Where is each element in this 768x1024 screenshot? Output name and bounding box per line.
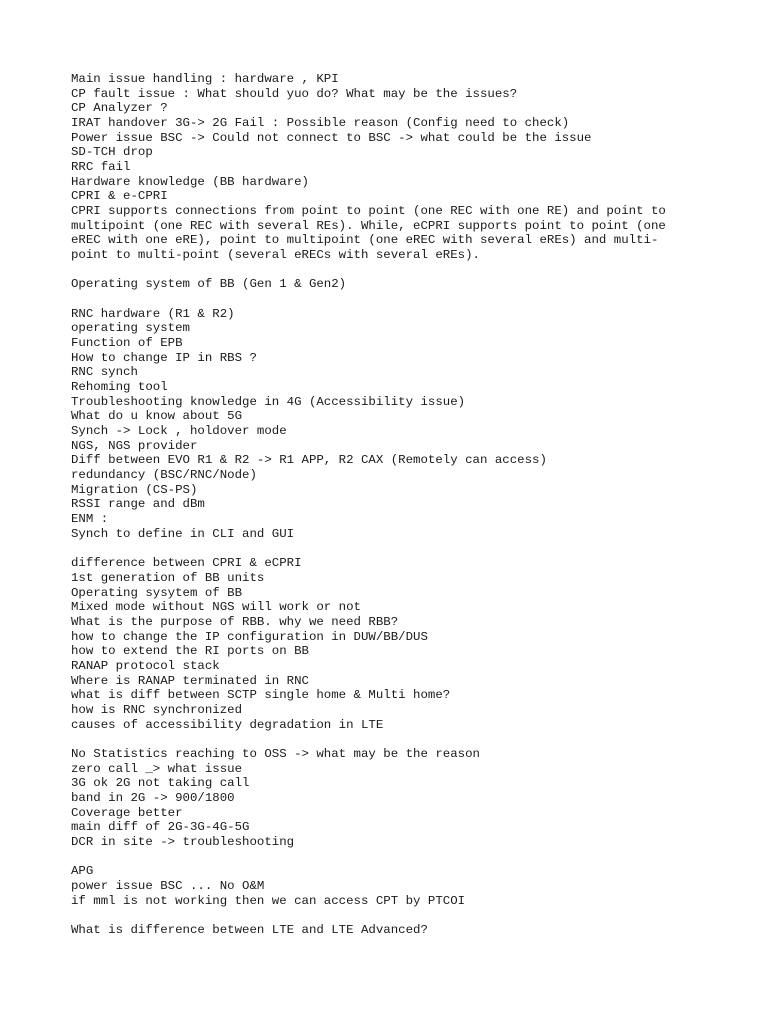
text-line: Function of EPB — [71, 336, 183, 351]
text-line: Synch -> Lock , holdover mode — [71, 424, 287, 439]
text-line: Synch to define in CLI and GUI — [71, 526, 295, 541]
blank-line — [71, 908, 768, 923]
text-line: NGS, NGS provider — [71, 438, 198, 453]
text-line: causes of accessibility degradation in LTE — [71, 717, 384, 732]
text-line: Main issue handling : hardware , KPI — [71, 72, 339, 86]
text-line: Migration (CS-PS) — [71, 482, 198, 497]
text-line: APG — [71, 864, 94, 879]
text-line: Power issue BSC -> Could not connect to BSC -> what could be the issue — [71, 130, 592, 145]
text-line: How to change IP in RBS ? — [71, 350, 257, 365]
text-line: No Statistics reaching to OSS -> what may be the reason — [71, 746, 480, 761]
text-line: What do u know about 5G — [71, 409, 243, 424]
text-line: multipoint (one REC with several REs). While, eCPRI supports point to point (one — [71, 218, 666, 233]
text-line: Diff between EVO R1 & R2 -> R1 APP, R2 CAX (Remotely can access) — [71, 453, 547, 468]
text-line: Operating sysytem of BB — [71, 585, 243, 600]
text-line: point to multi-point (several eRECs with several eREs). — [71, 248, 480, 263]
blank-line — [71, 292, 768, 307]
text-line: CPRI supports connections from point to point (one REC with one RE) and point to — [71, 204, 666, 219]
text-line: ENM : — [71, 512, 109, 527]
text-line: Hardware knowledge (BB hardware) — [71, 174, 309, 189]
text-line: DCR in site -> troubleshooting — [71, 834, 295, 849]
text-line: Rehoming tool — [71, 380, 168, 395]
text-line: power issue BSC ... No O&M — [71, 878, 265, 893]
text-line: RANAP protocol stack — [71, 658, 220, 673]
blank-line — [71, 542, 768, 557]
text-line: SD-TCH drop — [71, 145, 153, 160]
text-line: 3G ok 2G not taking call — [71, 776, 250, 791]
text-line: RNC synch — [71, 365, 138, 380]
text-line: What is difference between LTE and LTE Advanced? — [71, 922, 428, 937]
text-line: RRC fail — [71, 160, 131, 175]
text-line: Coverage better — [71, 805, 183, 820]
text-line: eREC with one eRE), point to multipoint (one eREC with several eREs) and multi- — [71, 233, 659, 248]
text-line: if mml is not working then we can access CPT by PTCOI — [71, 893, 466, 908]
text-line: CPRI & e-CPRI — [71, 189, 168, 204]
text-line: IRAT handover 3G-> 2G Fail : Possible reason (Config need to check) — [71, 116, 570, 131]
text-line: zero call _> what issue — [71, 761, 243, 776]
text-line: CP fault issue : What should yuo do? What may be the issues? — [71, 86, 518, 101]
text-line: Troubleshooting knowledge in 4G (Accessibility issue) — [71, 394, 466, 409]
text-line: difference between CPRI & eCPRI — [71, 556, 302, 571]
text-line: Operating system of BB (Gen 1 & Gen2) — [71, 277, 347, 292]
text-line: What is the purpose of RBB. why we need RBB? — [71, 614, 399, 629]
text-line: band in 2G -> 900/1800 — [71, 790, 235, 805]
text-line: what is diff between SCTP single home & Multi home? — [71, 688, 451, 703]
blank-line — [71, 263, 768, 278]
blank-line — [71, 732, 768, 747]
text-line: RSSI range and dBm — [71, 497, 205, 512]
text-line: main diff of 2G-3G-4G-5G — [71, 820, 250, 835]
text-line: redundancy (BSC/RNC/Node) — [71, 468, 257, 483]
text-line: how to extend the RI ports on BB — [71, 644, 309, 659]
text-line: RNC hardware (R1 & R2) — [71, 306, 235, 321]
text-line: how is RNC synchronized — [71, 702, 243, 717]
text-line: CP Analyzer ? — [71, 101, 168, 116]
text-line: 1st generation of BB units — [71, 570, 265, 585]
blank-line — [71, 850, 768, 865]
text-line: operating system — [71, 321, 190, 336]
text-line: Mixed mode without NGS will work or not — [71, 600, 361, 615]
text-line: Where is RANAP terminated in RNC — [71, 673, 309, 688]
text-line: how to change the IP configuration in DUW/BB/DUS — [71, 629, 428, 644]
